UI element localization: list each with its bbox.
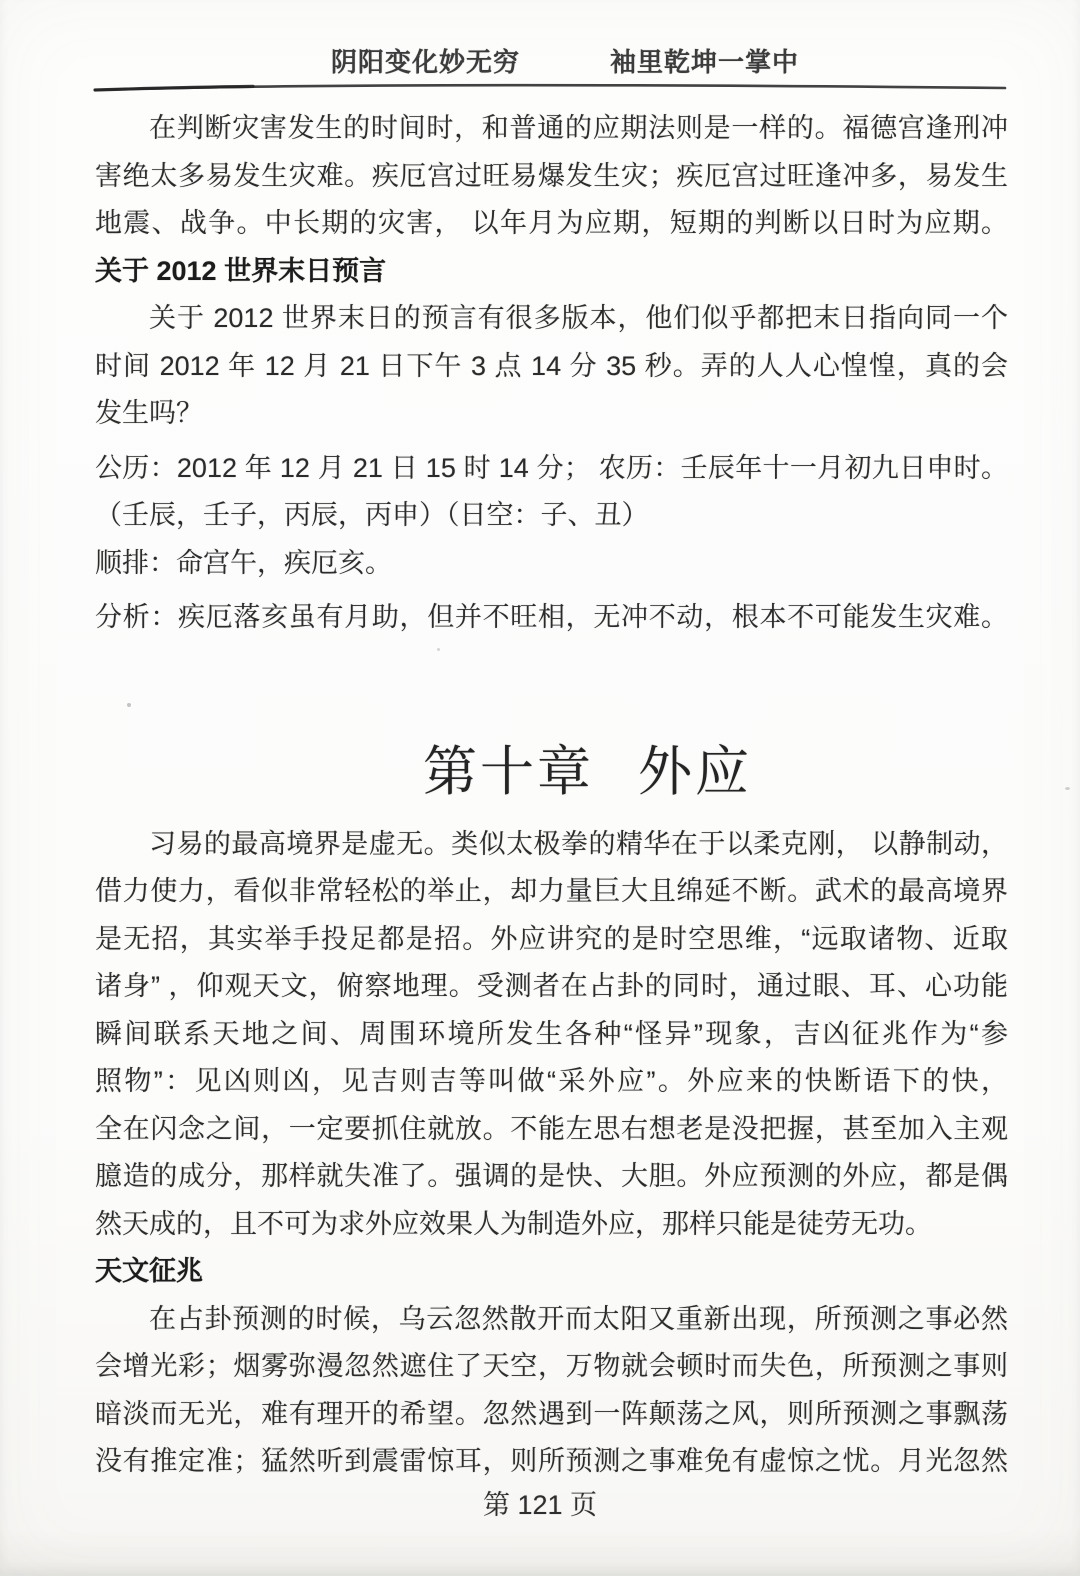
chapter-name: 外应 [638, 741, 752, 802]
page-number: 第 121 页 [482, 1490, 598, 1520]
chapter-number: 第十章 [423, 741, 594, 802]
text-line: 会增光彩；烟雾弥漫忽然遮住了天空，万物就会顿时而失色，所预测之事则 [95, 1351, 1008, 1381]
text-line-order: 顺排：命宫午，疾厄亥。 [95, 547, 392, 578]
text-line: 诸身” ，仰观天文，俯察地理。受测者在占卦的同时，通过眼、耳、心功能 [95, 971, 1008, 1001]
text-line: 没有推定准；猛然听到震雷惊耳，则所预测之事难免有虚惊之忧。月光忽然 [95, 1446, 1008, 1476]
text-line: 是无招，其实举手投足都是招。外应讲究的是时空思维，“远取诸物、近取 [95, 923, 1008, 954]
page-header [25, 42, 1080, 79]
text-line: 全在闪念之间，一定要抓住就放。不能左思右想老是没把握，甚至加入主观 [95, 1113, 1008, 1144]
text-line: 地震、战争。中长期的灾害， 以年月为应期，短期的判断以日时为应期。 [95, 208, 1008, 238]
text-line: 暗淡而无光，难有理开的希望。忽然遇到一阵颠荡之风，则所预测之事飘荡 [95, 1398, 1008, 1429]
scan-speck [127, 703, 131, 707]
header-divider [93, 80, 1008, 94]
text-line: 臆造的成分，那样就失准了。强调的是快、大胆。外应预测的外应，都是偶 [95, 1161, 1008, 1191]
text-line: 借力使力，看似非常轻松的举止，却力量巨大且绵延不断。武术的最高境界 [95, 876, 1008, 906]
text-line: 在占卦预测的时候，乌云忽然散开而太阳又重新出现，所预测之事必然 [149, 1303, 1008, 1334]
text-line: 在判断灾害发生的时间时，和普通的应期法则是一样的。福德宫逢刑冲 [149, 113, 1008, 143]
chapter-title [131, 732, 1044, 812]
text-line: 害绝太多易发生灾难。疾厄宫过旺易爆发生灾；疾厄宫过旺逢冲多，易发生 [95, 160, 1008, 191]
text-line: 时间 2012 年 12 月 21 日下午 3 点 14 分 35 秒。弄的人人心惶惶，真的会 [95, 350, 1008, 381]
text-line: 发生吗？ [95, 398, 203, 428]
section-heading-astronomy: 天文征兆 [95, 1256, 203, 1286]
text-line-pillars: （壬辰，壬子，丙辰，丙申）（日空：子、丑） [95, 500, 649, 530]
text-line: 习易的最高境界是虚无。类似太极拳的精华在于以柔克刚， 以静制动， [149, 828, 1008, 859]
text-line-analysis: 分析：疾厄落亥虽有月助，但并不旺相，无冲不动，根本不可能发生灾难。 [95, 602, 1008, 632]
scan-speck [1065, 787, 1070, 790]
header-motto-right: 袖里乾坤一掌中 [610, 47, 800, 77]
text-line-solar-date: 公历：2012 年 12 月 21 日 15 时 14 分； 农历：壬辰年十一月初九日申时。 [95, 452, 1008, 483]
text-line: 关于 2012 世界末日的预言有很多版本，他们似乎都把末日指向同一个 [149, 303, 1008, 333]
text-line: 瞬间联系天地之间、周围环境所发生各种“怪异”现象，吉凶征兆作为“参 [95, 1018, 1008, 1049]
header-motto-left: 阴阳变化妙无穷 [330, 47, 520, 77]
text-line: 照物”：见凶则凶，见吉则吉等叫做“采外应”。外应来的快断语下的快， [95, 1066, 1008, 1096]
page-content [95, 105, 1008, 1486]
text-line: 然天成的，且不可为求外应效果人为制造外应，那样只能是徒劳无功。 [95, 1208, 932, 1239]
scan-speck [437, 648, 440, 651]
section-heading-doomsday: 关于 2012 世界末日预言 [95, 255, 387, 286]
page-footer [0, 1481, 1080, 1529]
